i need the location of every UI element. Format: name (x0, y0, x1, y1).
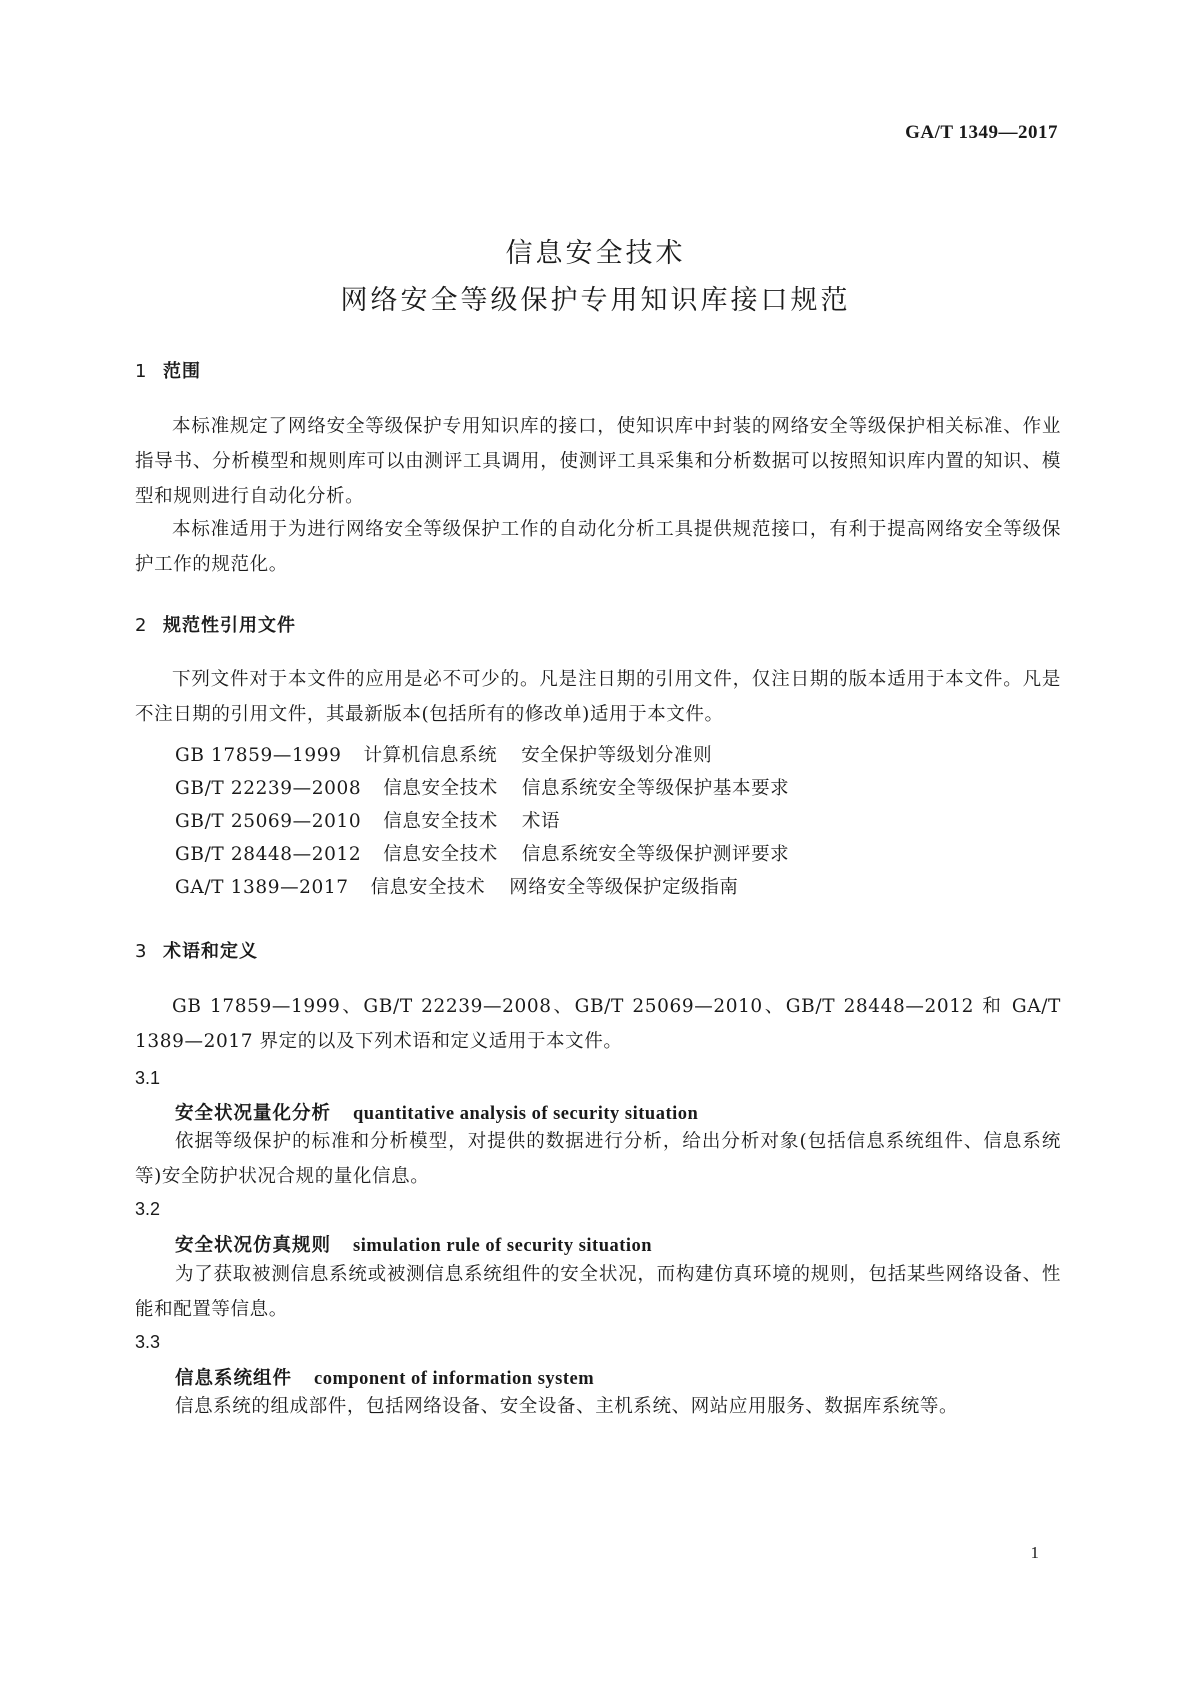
reference-item (175, 741, 712, 767)
term-english: component of information system (314, 1369, 595, 1389)
reference-code: GB/T 25069—2010 (175, 811, 362, 832)
section-title: 规范性引用文件 (163, 615, 296, 636)
reference-title-part-1: 信息安全技术 (370, 877, 486, 898)
term-title (175, 1364, 594, 1390)
section-2-heading (135, 611, 296, 637)
reference-title-part-1: 信息安全技术 (383, 811, 498, 832)
term-number: 3.2 (135, 1199, 161, 1219)
title-line-2: 网络安全等级保护专用知识库接口规范 (340, 285, 851, 316)
section-title: 范围 (163, 361, 201, 382)
reference-title-part-1: 信息安全技术 (383, 778, 498, 799)
section-number: 1 (135, 361, 148, 382)
term-definition: 依据等级保护的标准和分析模型，对提供的数据进行分析，给出分析对象(包括信息系统组件、信息系统等)安全防护状况合规的量化信息。 (135, 1131, 1061, 1187)
section-1-heading (135, 357, 201, 383)
section-number: 3 (135, 941, 148, 962)
reference-item (175, 807, 560, 833)
section-number: 2 (135, 615, 148, 636)
standard-code: GA/T 1349—2017 (905, 122, 1058, 143)
term-definition: 为了获取被测信息系统或被测信息系统组件的安全状况，而构建仿真环境的规则，包括某些网络设备、性能和配置等信息。 (135, 1264, 1061, 1320)
term-title (175, 1231, 652, 1257)
reference-title-part-2: 信息系统安全等级保护测评要求 (521, 844, 790, 865)
term-english: simulation rule of security situation (353, 1236, 653, 1256)
term-chinese: 安全状况仿真规则 (175, 1235, 332, 1256)
term-title (175, 1099, 698, 1125)
section-3-heading (135, 937, 258, 963)
page-number: 1 (1030, 1543, 1039, 1562)
reference-code: GB/T 28448—2012 (175, 844, 362, 865)
section-1-paragraph-1: 本标准规定了网络安全等级保护专用知识库的接口，使知识库中封装的网络安全等级保护相关标准、作业指导书、分析模型和规则库可以由测评工具调用，使测评工具采集和分析数据可以按照知识库内置的知识、模型和规则进行自动化分析。 (135, 416, 1061, 507)
reference-title-part-2: 安全保护等级划分准则 (521, 745, 713, 766)
term-chinese: 信息系统组件 (175, 1368, 293, 1389)
reference-code: GB/T 22239—2008 (175, 778, 362, 799)
term-chinese: 安全状况量化分析 (175, 1103, 332, 1124)
reference-item (175, 873, 738, 899)
reference-title-part-2: 术语 (521, 811, 561, 832)
reference-title-part-1: 计算机信息系统 (363, 745, 498, 766)
term-number: 3.3 (135, 1332, 161, 1352)
reference-code: GB 17859—1999 (175, 745, 342, 766)
term-definition: 信息系统的组成部件，包括网络设备、安全设备、主机系统、网站应用服务、数据库系统等。 (175, 1396, 959, 1417)
section-1-paragraph-2: 本标准适用于为进行网络安全等级保护工作的自动化分析工具提供规范接口，有利于提高网络安全等级保护工作的规范化。 (135, 519, 1061, 575)
reference-title-part-2: 网络安全等级保护定级指南 (509, 877, 739, 898)
reference-title-part-1: 信息安全技术 (383, 844, 498, 865)
title-line-1: 信息安全技术 (505, 238, 686, 269)
reference-title-part-2: 信息系统安全等级保护基本要求 (521, 778, 790, 799)
term-english: quantitative analysis of security situation (353, 1104, 699, 1124)
reference-item (175, 840, 789, 866)
section-3-paragraph-1: GB 17859—1999、GB/T 22239—2008、GB/T 25069—2010、GB/T 28448—2012 和 GA/T 1389—2017 界定的以及下列术语和定义适用于本文件。 (135, 996, 1061, 1052)
reference-item (175, 774, 789, 800)
term-number: 3.1 (135, 1068, 161, 1088)
reference-code: GA/T 1389—2017 (175, 877, 349, 898)
section-title: 术语和定义 (163, 941, 258, 962)
section-2-paragraph-1: 下列文件对于本文件的应用是必不可少的。凡是注日期的引用文件，仅注日期的版本适用于本文件。凡是不注日期的引用文件，其最新版本(包括所有的修改单)适用于本文件。 (135, 669, 1061, 725)
